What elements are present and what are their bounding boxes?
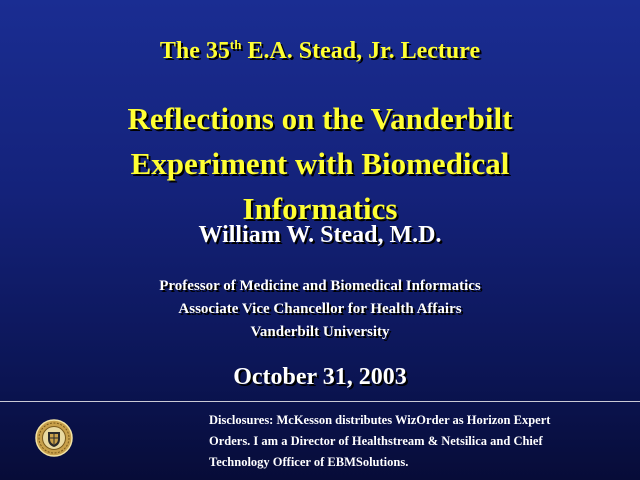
affiliation-line: Vanderbilt University (250, 324, 390, 340)
lecture-ordinal-suffix: th (229, 37, 242, 52)
lecture-heading (0, 38, 640, 65)
lecture-date: October 31, 2003 (233, 364, 407, 390)
affiliations (0, 275, 640, 344)
vanderbilt-seal-icon (34, 418, 74, 458)
disclosure-line: Technology Officer of EBMSolutions. (209, 455, 409, 469)
title-line: Reflections on the Vanderbilt (127, 101, 513, 136)
disclosure-line: Orders. I am a Director of Healthstream & Netsilica and Chief (209, 434, 543, 448)
affiliation-line: Associate Vice Chancellor for Health Affairs (178, 301, 462, 317)
affiliation-line: Professor of Medicine and Biomedical Informatics (159, 278, 481, 294)
disclosure-line: Disclosures: McKesson distributes WizOrder as Horizon Expert (209, 413, 551, 427)
title-line: Experiment with Biomedical (130, 146, 510, 181)
title-line: Informatics (242, 191, 398, 226)
lecture-prefix: The 35 (159, 38, 230, 64)
disclosure-note (209, 410, 629, 473)
divider-line (0, 401, 640, 402)
author-name: William W. Stead, M.D. (198, 222, 442, 248)
lecture-suffix: E.A. Stead, Jr. Lecture (241, 38, 481, 64)
slide-title (60, 96, 580, 231)
